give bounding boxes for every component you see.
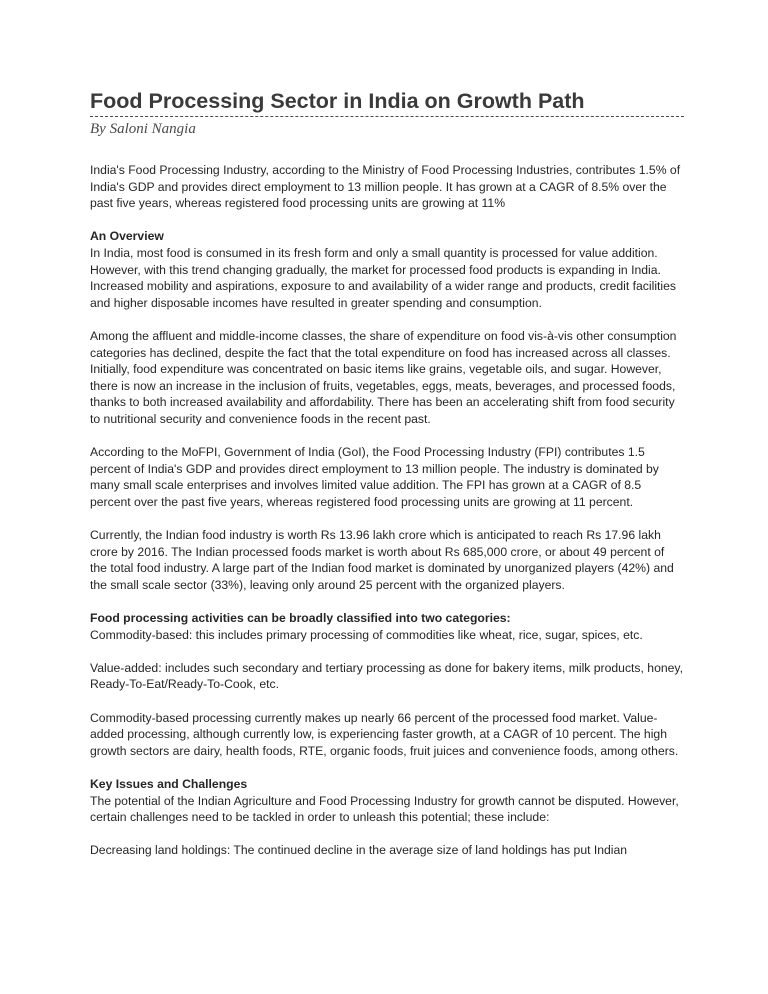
overview-paragraph-3: According to the MoFPI, Government of India (GoI), the Food Processing Industry (FPI) contributes 1.5 percent of India's GDP and provides direct employment to 13 million people. The industry is dominated by many small scale enterprises and involves limited value addition. The FPI has grown at a CAGR of 8.5 percent over the past five years, whereas registered food processing units are growing at 11 percent. [90, 445, 659, 509]
intro-paragraph: India's Food Processing Industry, according to the Ministry of Food Processing Industries, contributes 1.5% of India's GDP and provides direct employment to 13 million people. It has grown at a CAGR of 8.5% over the past five years, whereas registered food processing units are growing at 11% [90, 163, 681, 211]
categories-paragraph-3: Commodity-based processing currently makes up nearly 66 percent of the processed food market. Value-added processing, although currently low, is experiencing faster growth, at a CAGR of 10 percent. The high growth sectors are dairy, health foods, RTE, organic foods, fruit juices and convenience foods, among others. [90, 710, 679, 758]
overview-paragraph-4: Currently, the Indian food industry is worth Rs 13.96 lakh crore which is anticipated to reach Rs 17.96 lakh crore by 2016. The Indian processed foods market is worth about Rs 685,000 crore, or about 49 percent of the total food industry. A large part of the Indian food market is dominated by unorganized players (42%) and the small scale sector (33%), leaving only around 25 percent with the organized players. [90, 528, 674, 592]
overview-paragraph-2: Among the affluent and middle-income classes, the share of expenditure on food vis-à-vis other consumption categories has declined, despite the fact that the total expenditure on food has increased across all classes. Initially, food expenditure was concentrated on basic items like grains, vegetable oils, and sugar. However, there is now an increase in the inclusion of fruits, vegetables, eggs, meats, beverages, and processed foods, thanks to both increased availability and affordability. There has been an accelerating shift from food security to nutritional security and convenience foods in the recent past. [90, 328, 677, 426]
categories-heading: Food processing activities can be broadly classified into two categories: [90, 611, 511, 626]
document-page [90, 88, 684, 859]
issues-heading: Key Issues and Challenges [90, 776, 248, 791]
issues-paragraph-1: The potential of the Indian Agriculture and Food Processing Industry for growth cannot be disputed. However, certain challenges need to be tackled in order to unleash this potential; these include: [90, 793, 679, 825]
overview-heading: An Overview [90, 229, 164, 244]
author-byline: By Saloni Nangia [90, 121, 196, 137]
overview-paragraph-1: In India, most food is consumed in its fresh form and only a small quantity is processed for value addition. However, with this trend changing gradually, the market for processed food products is expanding in India. Increased mobility and aspirations, exposure to and availability of a wider range and products, credit facilities and higher disposable incomes have resulted in greater spending and consumption. [90, 245, 676, 310]
categories-paragraph-1: Commodity-based: this includes primary processing of commodities like wheat, rice, sugar, spices, etc. [90, 627, 643, 642]
issues-paragraph-2: Decreasing land holdings: The continued decline in the average size of land holdings has put Indian [90, 843, 628, 858]
categories-paragraph-2: Value-added: includes such secondary and tertiary processing as done for bakery items, milk products, honey, Ready-To-Eat/Ready-To-Cook, etc. [90, 660, 683, 692]
document-title: Food Processing Sector in India on Growth Path [90, 88, 684, 117]
